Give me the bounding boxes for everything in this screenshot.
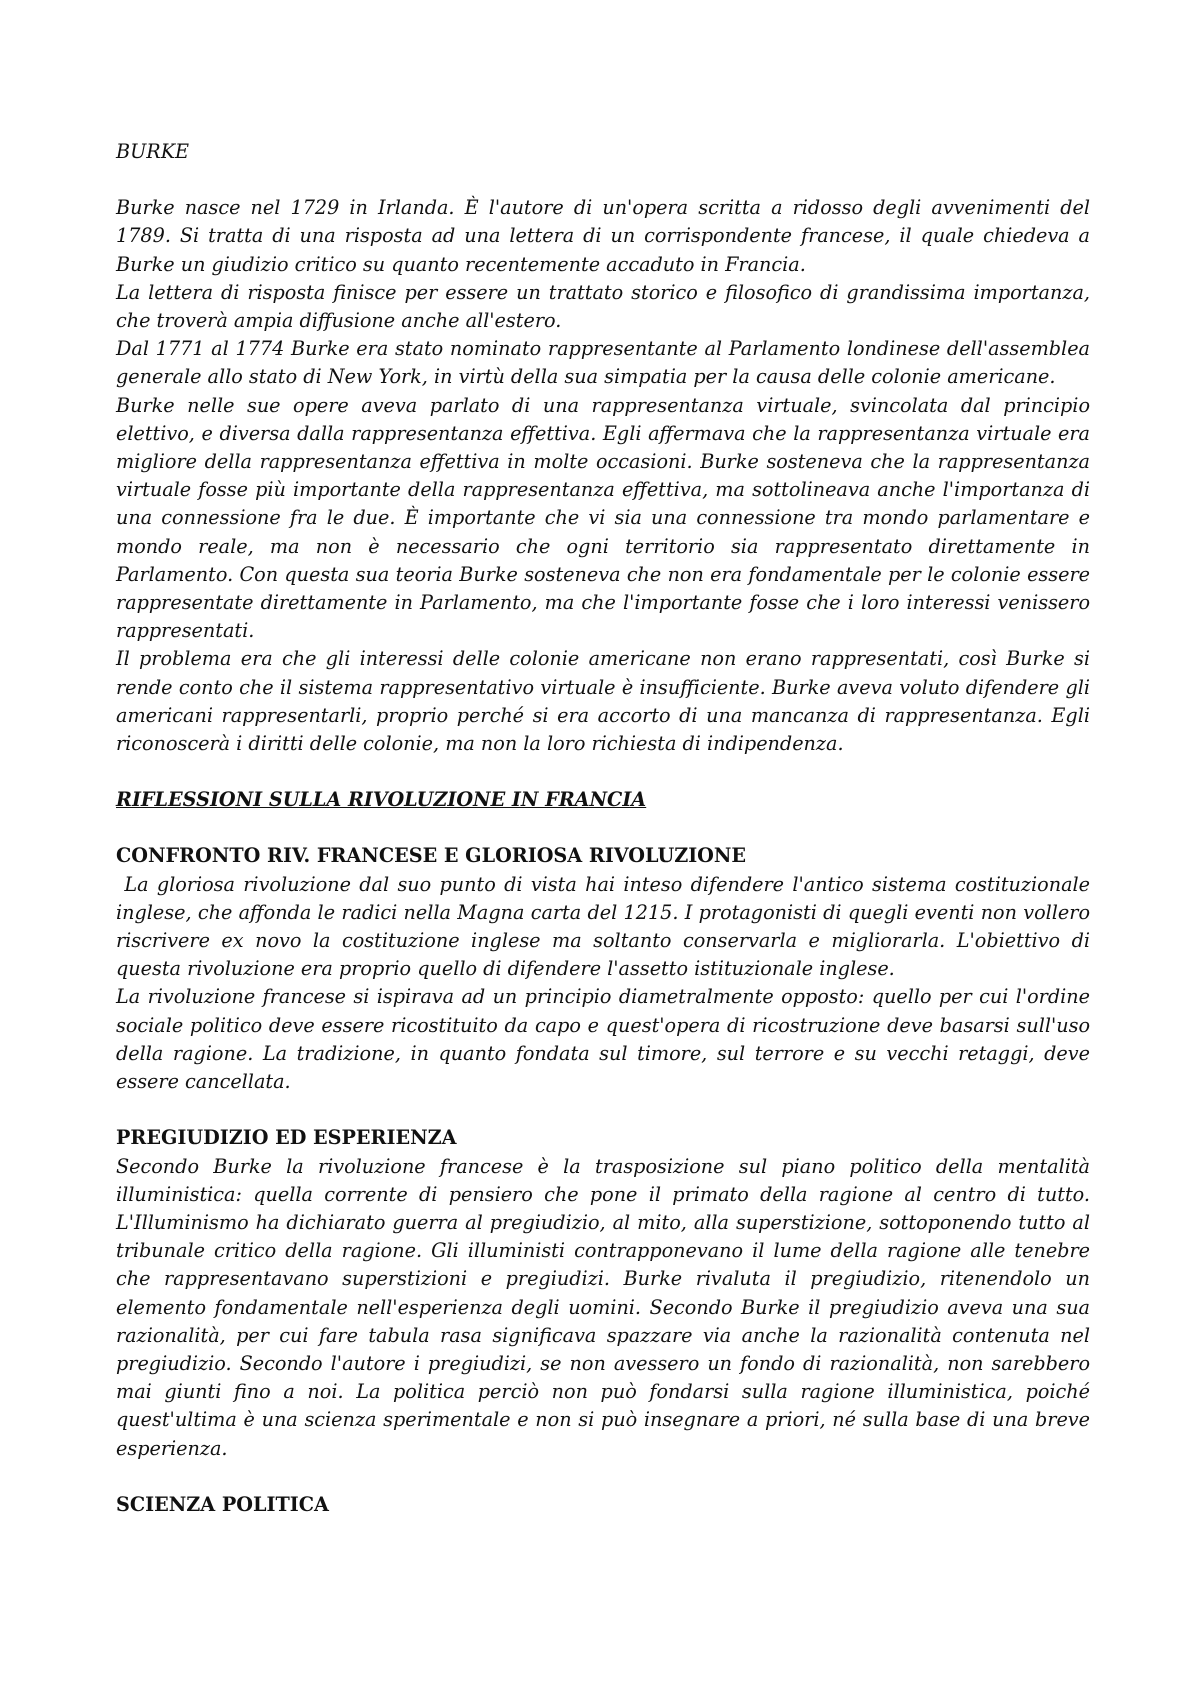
- section-title: RIFLESSIONI SULLA RIVOLUZIONE IN FRANCIA: [116, 788, 647, 812]
- spacer: [116, 814, 1090, 842]
- document-title: BURKE: [116, 140, 190, 163]
- spacer: [116, 758, 1090, 786]
- intro-paragraph-2: La lettera di risposta finisce per essere un trattato storico e filosofico di grandissima importanza, che troverà ampia diffusione anche all'estero.: [116, 280, 1090, 333]
- heading-pregiudizio: PREGIUDIZIO ED ESPERIENZA: [116, 1126, 457, 1150]
- intro-paragraph-3: Dal 1771 al 1774 Burke era stato nominato rappresentante al Parlamento londinese dell'assemblea generale allo stato di New York, in virtù della sua simpatia per la causa delle colonie americane.: [116, 337, 1090, 389]
- intro-paragraph-5: Il problema era che gli interessi delle colonie americane non erano rappresentati, così Burke si rende conto che il sistema rappresentativo virtuale è insufficiente. Burke aveva voluto difendere gli americani rappresentarli, proprio perché si era accorto di una mancanza di rappresentanza. Egli riconoscerà i diritti delle colonie, ma non la loro richiesta di indipendenza.: [116, 647, 1090, 756]
- heading-confronto: CONFRONTO RIV. FRANCESE E GLORIOSA RIVOLUZIONE: [116, 844, 747, 868]
- document-page: [116, 138, 1097, 1519]
- confronto-paragraph-2: La rivoluzione francese si ispirava ad un principio diametralmente opposto: quello per cui l'ordine sociale politico deve essere ricostituito da capo e quest'opera di ricostruzione deve basarsi sull'uso della ragione. La tradizione, in quanto fondata sul timore, sul terrore e su vecchi retaggi, deve essere cancellata.: [116, 985, 1090, 1094]
- confronto-paragraph-1: La gloriosa rivoluzione dal suo punto di vista hai inteso difendere l'antico sistema costituzionale inglese, che affonda le radici nella Magna carta del 1215. I protagonisti di quegli eventi non vollero riscrivere ex novo la costituzione inglese ma soltanto conservarla e migliorarla. L'obiettivo di questa rivoluzione era proprio quello di difendere l'assetto istituzionale inglese.: [116, 872, 1097, 981]
- spacer: [116, 1463, 1090, 1491]
- pregiudizio-paragraph-1: Secondo Burke la rivoluzione francese è la trasposizione sul piano politico della mentalità illuministica: quella corrente di pensiero che pone il primato della ragione al centro di tutto. L'Illuminismo ha dichiarato guerra al pregiudizio, al mito, alla superstizione, sottoponendo tutto al tribunale critico della ragione. Gli illuministi contrapponevano il lume della ragione alle tenebre che rappresentavano superstizioni e pregiudizi. Burke rivaluta il pregiudizio, ritenendolo un elemento fondamentale nell'esperienza degli uomini. Secondo Burke il pregiudizio aveva una sua razionalità, per cui fare tabula rasa significava spazzare via anche la razionalità contenuta nel pregiudizio. Secondo l'autore i pregiudizi, se non avessero un fondo di razionalità, non sarebbero mai giunti fino a noi. La politica perciò non può fondarsi sulla ragione illuministica, poiché quest'ultima è una scienza sperimentale e non si può insegnare a priori, né sulla base di una breve esperienza.: [116, 1154, 1090, 1460]
- heading-scienza-politica: SCIENZA POLITICA: [116, 1492, 329, 1516]
- intro-paragraph-1: Burke nasce nel 1729 in Irlanda. È l'autore di un'opera scritta a ridosso degli avvenimenti del 1789. Si tratta di una risposta ad una lettera di un corrispondente francese, il quale chiedeva a Burke un giudizio critico su quanto recentemente accaduto in Francia.: [116, 196, 1090, 276]
- intro-paragraph-4: Burke nelle sue opere aveva parlato di una rappresentanza virtuale, svincolata dal principio elettivo, e diversa dalla rappresentanza effettiva. Egli affermava che la rappresentanza virtuale era migliore della rappresentanza effettiva in molte occasioni. Burke sosteneva che la rappresentanza virtuale fosse più importante della rappresentanza effettiva, ma sottolineava anche l'importanza di una connessione fra le due. È importante che vi sia una connessione tra mondo parlamentare e mondo reale, ma non è necessario che ogni territorio sia rappresentato direttamente in Parlamento. Con questa sua teoria Burke sosteneva che non era fondamentale per le colonie essere rappresentate direttamente in Parlamento, ma che l'importante fosse che i loro interessi venissero rappresentati.: [116, 393, 1090, 643]
- spacer: [116, 1096, 1090, 1124]
